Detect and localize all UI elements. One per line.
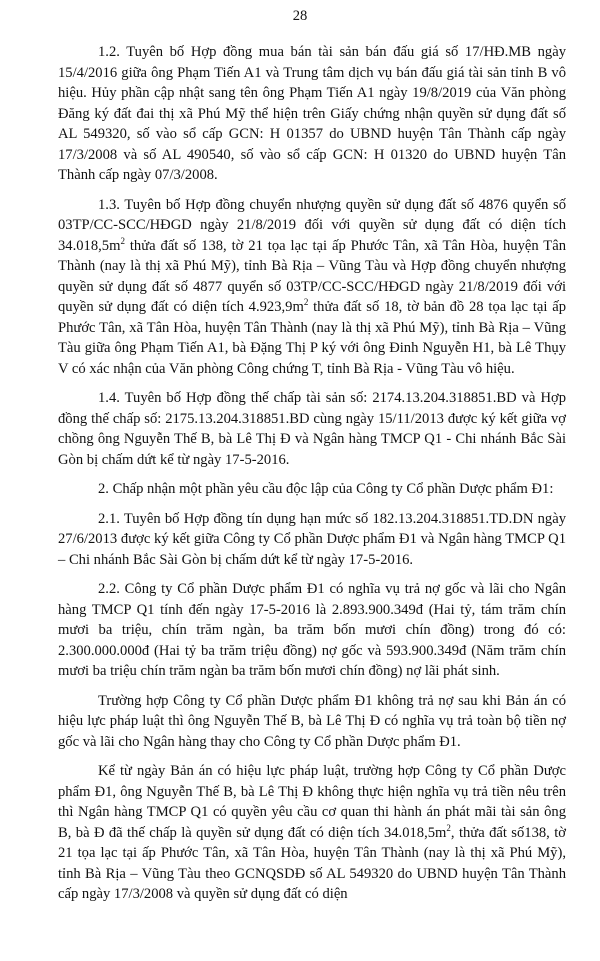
paragraph-text: 2.1. Tuyên bố Hợp đồng tín dụng hạn mức số 182.13.204.318851.TD.DN ngày 27/6/2013 được ký kết giữa Công ty Cổ phần Dược phẩm Đ1 và Ngân hàng TMCP Q1 – Chi nhánh Bắc Sài Gòn bị chấm dứt kể từ ngày 17-5-2016. bbox=[58, 510, 566, 568]
document-body bbox=[58, 42, 566, 914]
paragraph-text: 1.3. Tuyên bố Hợp đồng chuyển nhượng quyền sử dụng đất số 4876 quyển số 03TP/CC-SCC/HĐGD ngày 21/8/2019 đối với quyền sử dụng đất có diện tích 34.018,5m bbox=[58, 196, 566, 254]
paragraph-text: 2. Chấp nhận một phần yêu cầu độc lập của Công ty Cổ phần Dược phẩm Đ1: bbox=[98, 481, 554, 497]
paragraph-text: 1.4. Tuyên bố Hợp đồng thế chấp tài sản số: 2174.13.204.318851.BD và Hợp đồng thế chấp số: 2175.13.204.318851.BD cùng ngày 15/11/2013 được ký kết giữa vợ chồng ông Nguyễn Thế B, bà Lê Thị Đ và Ngân hàng TMCP Q1 - Chi nhánh Bắc Sài Gòn bị chấm dứt kể từ ngày 17-5-2016. bbox=[58, 390, 566, 468]
paragraph-p4 bbox=[58, 479, 566, 500]
page-number: 28 bbox=[292, 8, 308, 24]
paragraph-text: thửa đất số 138, tờ 21 tọa lạc tại ấp Phước Tân, xã Tân Hòa, huyện Tân Thành (nay là thị xã Phú Mỹ), tỉnh Bà Rịa – Vũng Tàu và Hợp đồng chuyển nhượng quyền sử dụng đất số 4877 quyển số 03TP/CC-SCC/HĐGD ngày 21/8/2019 đối với quyền sử dụng đất có diện tích 4.923,9m bbox=[58, 237, 566, 315]
paragraph-p1 bbox=[58, 42, 566, 186]
paragraph-p8 bbox=[58, 761, 566, 905]
paragraph-text: Kể từ ngày Bản án có hiệu lực pháp luật, trường hợp Công ty Cổ phần Dược phẩm Đ1, ông Nguyễn Thế B, bà Lê Thị Đ không thực hiện nghĩa vụ trả tiền nêu trên thì Ngân hàng TMCP Q1 có quyền yêu cầu cơ quan thi hành án phát mãi tài sản ông B, bà Đ đã thế chấp là quyền sử dụng đất có diện tích 34.018,5m bbox=[58, 763, 566, 841]
superscript: 2 bbox=[446, 822, 451, 833]
paragraph-p2 bbox=[58, 195, 566, 380]
paragraph-text: 1.2. Tuyên bố Hợp đồng mua bán tài sản bán đấu giá số 17/HĐ.MB ngày 15/4/2016 giữa ông Phạm Tiến A1 và Trung tâm dịch vụ bán đấu giá tài sản tỉnh B vô hiệu. Hủy phần cập nhật sang tên ông Phạm Tiến A1 ngày 19/8/2019 của Văn phòng Đăng ký đất đai thị xã Phú Mỹ thể hiện trên Giấy chứng nhận quyền sử dụng đất số AL 549320, số vào sổ cấp GCN: H 01357 do UBND huyện Tân Thành cấp ngày 17/3/2008 và số AL 490540, số vào sổ cấp GCN: H 01320 do UBND huyện Tân Thành cấp ngày 07/3/2008. bbox=[58, 44, 566, 183]
superscript: 2 bbox=[120, 235, 125, 246]
paragraph-text: Trường hợp Công ty Cổ phần Dược phẩm Đ1 không trả nợ sau khi Bản án có hiệu lực pháp luật thì ông Nguyễn Thế B, bà Lê Thị Đ có nghĩa vụ trả toàn bộ tiền nợ gốc và lãi cho Ngân hàng thay cho Công ty Cổ phần Dược phẩm Đ1. bbox=[58, 692, 566, 750]
superscript: 2 bbox=[303, 297, 309, 308]
paragraph-text: thửa đất số 18, tờ bản đồ 28 tọa lạc tại ấp Phước Tân, xã Tân Hòa, huyện Tân Thành (nay là thị xã Phú Mỹ), tỉnh Bà Rịa – Vũng Tàu giữa ông Phạm Tiến A1, bà Đặng Thị P ký với ông Đinh Nguyễn H1, bà Lê Thụy V có xác nhận của Văn phòng Công chứng T, tỉnh Bà Rịa - Vũng Tàu vô hiệu. bbox=[58, 299, 566, 377]
paragraph-text: 2.2. Công ty Cổ phần Dược phẩm Đ1 có nghĩa vụ trả nợ gốc và lãi cho Ngân hàng TMCP Q1 tính đến ngày 17-5-2016 là 2.893.900.349đ (Hai tỷ, tám trăm chín mươi ba triệu, chín trăm ngàn, ba trăm bốn mươi chín đồng) trong đó có: 2.300.000.000đ (Hai tỷ ba trăm triệu đồng) nợ gốc và 593.900.349đ (Năm trăm chín mươi ba triệu chín trăm ngàn ba trăm bốn mươi chín đồng) nợ lãi phát sinh. bbox=[58, 581, 566, 679]
paragraph-p3 bbox=[58, 388, 566, 470]
paragraph-p7 bbox=[58, 691, 566, 753]
paragraph-p5 bbox=[58, 509, 566, 571]
paragraph-text: , thửa đất số138, tờ 21 tọa lạc tại ấp Phước Tân, xã Tân Hòa, huyện Tân Thành (nay là thị xã Phú Mỹ), tỉnh Bà Rịa – Vũng Tàu theo GCNQSDĐ số AL 549320 do UBND huyện Tân Thành cấp ngày 17/3/2008 và quyền sử dụng đất có diện bbox=[58, 824, 566, 902]
paragraph-p6 bbox=[58, 579, 566, 682]
